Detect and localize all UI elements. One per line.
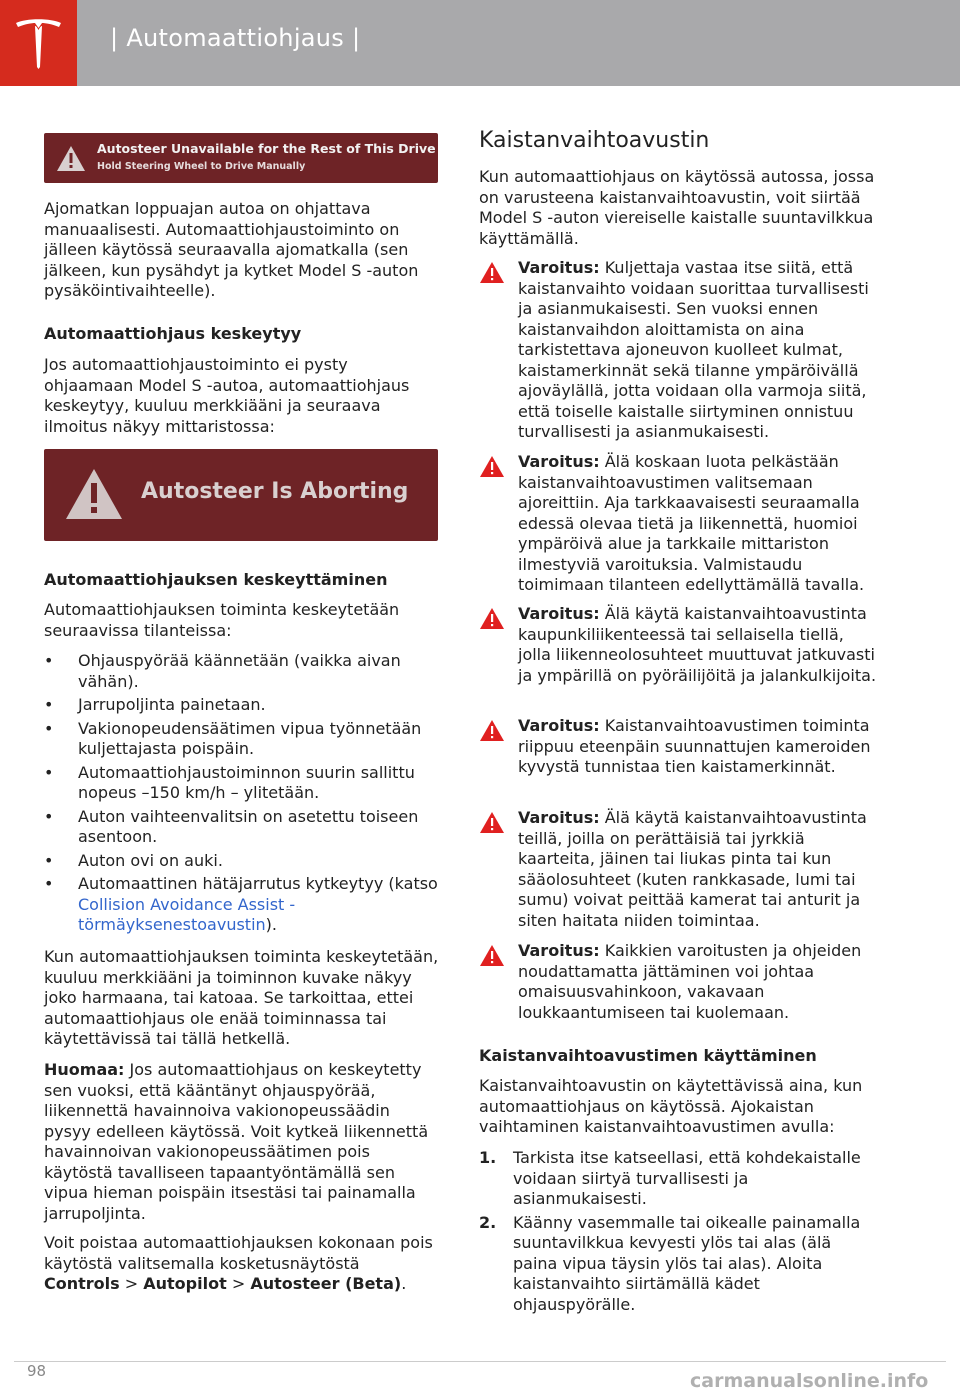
menu-path-controls: Controls xyxy=(44,1274,120,1293)
note-label: Huomaa: xyxy=(44,1060,125,1079)
warning-icon xyxy=(479,944,505,967)
menu-separator: > xyxy=(119,1274,144,1293)
list-item: • Auton ovi on auki. xyxy=(44,851,440,872)
subheading: Automaattiohjauksen keskeyttäminen xyxy=(44,570,388,589)
paragraph: Kaistanvaihtoavustin on käytettävissä aina, kun automaattiohjaus on käytössä. Ajokaistan vaihtaminen kaistanvaihtoavustimen avulla: xyxy=(479,1076,863,1136)
warning-triangle-icon xyxy=(56,145,86,172)
banner-title: Autosteer Unavailable for the Rest of This Drive xyxy=(97,141,436,156)
warning-text: Älä käytä kaistanvaihtoavustinta kaupunkiliikenteessä tai sellaisella tiellä, jolla liikenneolosuhteet muuttuvat jatkuvasti ja ympärillä on pyöräilijöitä ja jalankulkijoita. xyxy=(518,604,877,685)
autosteer-aborting-banner xyxy=(44,449,438,541)
menu-path-autopilot: Autopilot xyxy=(143,1274,227,1293)
warning-block xyxy=(479,808,879,931)
warning-icon xyxy=(479,261,505,284)
collision-avoidance-link[interactable]: Collision Avoidance Assist - törmäyksenestoavustin xyxy=(78,894,296,934)
warning-icon xyxy=(479,607,505,630)
list-item xyxy=(44,874,440,936)
warning-triangle-icon xyxy=(64,467,124,521)
page-header xyxy=(0,0,960,86)
list-item: • Vakionopeudensäätimen vipua työnnetään kuljettajasta poispäin. xyxy=(44,719,440,760)
menu-path-autosteer: Autosteer (Beta) xyxy=(250,1274,402,1293)
section-heading: Kaistanvaihtoavustin xyxy=(479,128,710,153)
paragraph-text: Voit poistaa automaattiohjauksen kokonaan pois käytöstä valitsemalla kosketusnäytöstä xyxy=(44,1233,433,1273)
paragraph: Automaattiohjauksen toiminta keskeytetään seuraavissa tilanteissa: xyxy=(44,600,400,640)
step-text: Käänny vasemmalle tai oikealle painamalla suuntavilkkua kevyesti ylös tai alas (älä paina vipua täysin ylös tai alas). Aloita kaistanvaihto siirtämällä kädet ohjauspyörälle. xyxy=(513,1212,861,1314)
warning-icon xyxy=(479,455,505,478)
step-item xyxy=(479,1213,879,1316)
list-item: • Auton vaihteenvalitsin on asetettu toiseen asentoon. xyxy=(44,807,440,848)
paragraph-text: . xyxy=(401,1274,407,1293)
warning-block xyxy=(479,604,879,686)
warning-icon xyxy=(479,719,505,742)
note-text: Jos automaattiohjaus on keskeytetty sen vuoksi, että kääntänyt ohjauspyörää, liikennettä havainnoiva vakionopeussäädin pysyy edelleen käytössä. Voit kytkeä liikennettä havainnoivan vakionopeussäätimen pois käytöstä tavalliseen tapaantyöntämällä sen vipua hieman poispäin itsestäsi tai painamalla jarrupoljinta. xyxy=(44,1060,429,1223)
paragraph: Jos automaattiohjaustoiminto ei pysty ohjaamaan Model S -autoa, automaattiohjaus keskeytyy, kuuluu merkkiääni ja seuraava ilmoitus näkyy mittaristossa: xyxy=(44,355,410,436)
lane-change-steps xyxy=(479,1148,879,1318)
banner-subtitle: Hold Steering Wheel to Drive Manually xyxy=(97,161,306,172)
warning-text: Kaikkien varoitusten ja ohjeiden noudattamatta jättäminen voi johtaa omaisuusvahinkoon, vakavaan loukkaantumiseen tai kuolemaan. xyxy=(518,941,862,1022)
section-title: | Automaattiohjaus | xyxy=(110,24,361,52)
step-number: 1. xyxy=(479,1148,497,1167)
step-item xyxy=(479,1148,879,1210)
list-item: • Automaattiohjaustoiminnon suurin sallittu nopeus –150 km/h – ylitetään. xyxy=(44,763,440,804)
warning-label: Varoitus: xyxy=(518,808,600,827)
tesla-logo-icon xyxy=(14,17,63,69)
warning-label: Varoitus: xyxy=(518,716,600,735)
subheading: Automaattiohjaus keskeytyy xyxy=(44,324,302,343)
warning-icon xyxy=(479,811,505,834)
paragraph xyxy=(44,1233,440,1295)
brand-logo xyxy=(0,0,77,86)
banner-title: Autosteer Is Aborting xyxy=(141,479,409,504)
footer-divider xyxy=(14,1361,946,1362)
warning-block xyxy=(479,941,879,1023)
warning-text: Älä käytä kaistanvaihtoavustinta teillä, joilla on perättäisiä tai jyrkkiä kaarteita, jäinen tai liukas pinta tai kun sääolosuhteet (kuten rankkasade, lumi tai sumu) voivat peittää kamerat tai anturit ja siten haitata niiden toimintaa. xyxy=(518,808,867,930)
warning-label: Varoitus: xyxy=(518,452,600,471)
note-paragraph xyxy=(44,1060,440,1224)
subheading: Kaistanvaihtoavustimen käyttäminen xyxy=(479,1046,817,1065)
list-item-text: ). xyxy=(265,915,277,934)
page-number: 98 xyxy=(27,1362,47,1380)
menu-separator: > xyxy=(226,1274,251,1293)
step-text: Tarkista itse katseellasi, että kohdekaistalle voidaan siirtyä turvallisesti ja asianmukaisesti. xyxy=(513,1148,861,1208)
warning-block xyxy=(479,716,879,778)
paragraph: Ajomatkan loppuajan autoa on ohjattava manuaalisesti. Automaattiohjaustoiminto on jälleen käytössä seuraavalla ajomatkalla (sen jälkeen, kun pysähdyt ja kytket Model S -auton pysäköintivaihteelle). xyxy=(44,199,419,300)
warning-block xyxy=(479,452,879,596)
warning-text: Älä koskaan luota pelkästään kaistanvaihtoavustimen valitsemaan ajoreittiin. Aja tarkkaavaisesti seuraamalla edessä olevaa tietä ja liikennettä, huomioi ympäröivä alue ja tarkkaile mittariston ilmestyviä varoituksia. Valmistaudu toimimaan tilanteen edellyttämällä tavalla. xyxy=(518,452,865,594)
autosteer-unavailable-banner xyxy=(44,133,438,183)
list-item-text: Automaattinen hätäjarrutus kytkeytyy (katso xyxy=(78,874,438,893)
warning-text: Kuljettaja vastaa itse siitä, että kaistanvaihto voidaan suorittaa turvallisesti ja asianmukaisesti. Sen vuoksi ennen kaistanvaihdon aloittamista on aina tarkistettava ajoneuvon kuolleet kulmat, kaistamerkinnät sekä tilanne ympäröivällä ajoväylällä, jotta voidaan olla varmoja siitä, että toiselle kaistalle siirtyminen onnistuu turvallisesti ja asianmukaisesti. xyxy=(518,258,869,441)
watermark: carmanualsonline.info xyxy=(690,1370,929,1392)
paragraph: Kun automaattiohjaus on käytössä autossa, jossa on varusteena kaistanvaihtoavustin, voit siirtää Model S -auton viereiselle kaistalle suuntavilkkua käyttämällä. xyxy=(479,167,875,248)
warning-label: Varoitus: xyxy=(518,604,600,623)
list-item: • Jarrupoljinta painetaan. xyxy=(44,695,440,716)
warning-text: Kaistanvaihtoavustimen toiminta riippuu eteenpäin suunnattujen kameroiden kyvystä tunnistaa tien kaistamerkinnät. xyxy=(518,716,871,776)
warning-label: Varoitus: xyxy=(518,941,600,960)
list-item: • Ohjauspyörää käännetään (vaikka aivan vähän). xyxy=(44,651,440,692)
step-number: 2. xyxy=(479,1212,497,1232)
warning-label: Varoitus: xyxy=(518,258,600,277)
cancel-conditions-list xyxy=(44,651,440,939)
paragraph: Kun automaattiohjauksen toiminta keskeytetään, kuuluu merkkiääni ja toiminnon kuvake näkyy joko harmaana, tai katoaa. Se tarkoittaa, ettei automaattiohjaus ole enää toiminnassa tai käytettävissä tai tällä hetkellä. xyxy=(44,947,439,1048)
warning-block xyxy=(479,258,879,443)
